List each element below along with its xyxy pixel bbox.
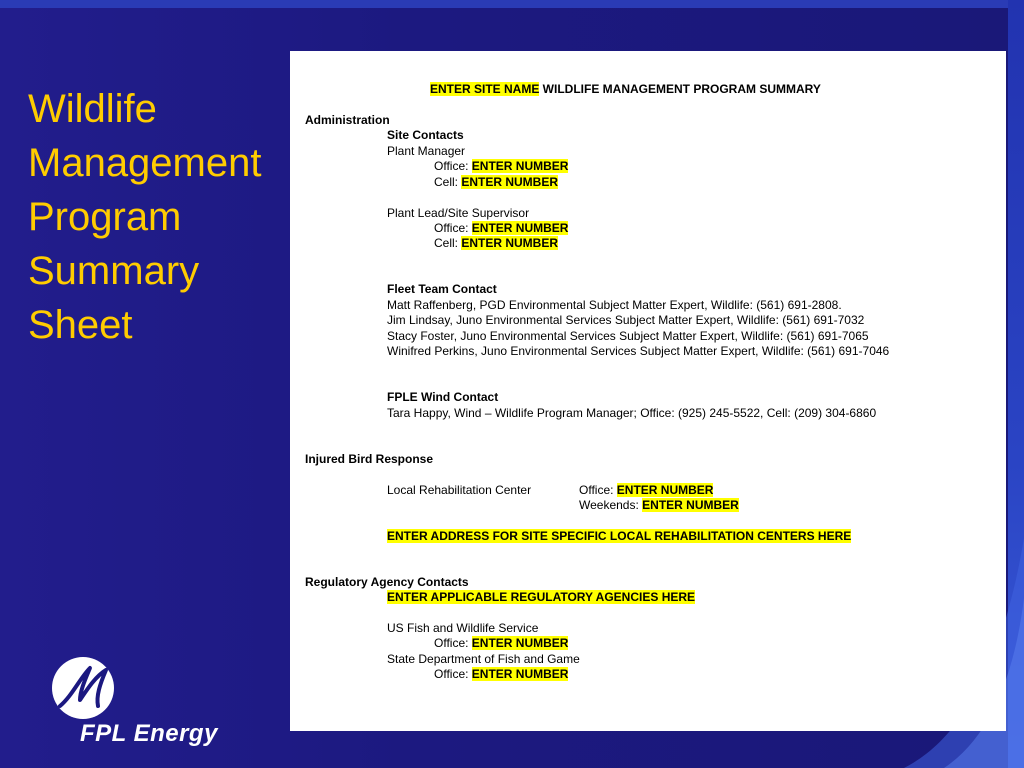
fleet-contact: Matt Raffenberg, PGD Environmental Subject Matter Expert, Wildlife: (561) 691-2808. [387, 298, 842, 312]
wind-contact: Tara Happy, Wind – Wildlife Program Manager; Office: (925) 245-5522, Cell: (209) 304-6860 [387, 406, 877, 420]
fple-wind-heading: FPLE Wind Contact [387, 390, 499, 404]
slide-title [28, 82, 298, 352]
plant-manager-cell: Cell: ENTER NUMBER [434, 175, 559, 189]
document-heading: ENTER SITE NAME WILDLIFE MANAGEMENT PROGRAM SUMMARY [430, 82, 821, 96]
fleet-contact: Winifred Perkins, Juno Environmental Services Subject Matter Expert, Wildlife: (561) 691-7046 [387, 344, 890, 358]
local-rehab-label: Local Rehabilitation Center [387, 483, 532, 497]
title-line: Sheet [28, 303, 133, 347]
title-line: Management [28, 141, 262, 185]
title-line: Program [28, 195, 182, 239]
rehab-weekends: Weekends: ENTER NUMBER [579, 498, 739, 512]
plant-manager-office: Office: ENTER NUMBER [434, 159, 569, 173]
administration-heading: Administration [305, 113, 390, 127]
regulatory-heading: Regulatory Agency Contacts [305, 575, 469, 589]
summary-document [290, 51, 1006, 731]
injured-bird-heading: Injured Bird Response [305, 452, 434, 466]
state-dept-label: State Department of Fish and Game [387, 652, 580, 666]
state-dept-office: Office: ENTER NUMBER [434, 667, 569, 681]
plant-lead-office: Office: ENTER NUMBER [434, 221, 569, 235]
rehab-office: Office: ENTER NUMBER [579, 483, 714, 497]
fleet-team-heading: Fleet Team Contact [387, 282, 497, 296]
rehab-address-placeholder: ENTER ADDRESS FOR SITE SPECIFIC LOCAL REHABILITATION CENTERS HERE [387, 529, 852, 543]
agencies-placeholder: ENTER APPLICABLE REGULATORY AGENCIES HERE [387, 590, 696, 604]
title-line: Wildlife [28, 87, 157, 131]
fleet-contact: Jim Lindsay, Juno Environmental Services Subject Matter Expert, Wildlife: (561) 691-7032 [387, 313, 865, 327]
site-name-placeholder: ENTER SITE NAME [430, 82, 540, 96]
site-contacts-heading: Site Contacts [387, 128, 464, 142]
usfws-office: Office: ENTER NUMBER [434, 636, 569, 650]
usfws-label: US Fish and Wildlife Service [387, 621, 539, 635]
top-band [0, 0, 1024, 8]
brand-name: FPL Energy [80, 720, 218, 747]
title-line: Summary [28, 249, 200, 293]
plant-lead-label: Plant Lead/Site Supervisor [387, 206, 530, 220]
fleet-contact: Stacy Foster, Juno Environmental Services Subject Matter Expert, Wildlife: (561) 691-7065 [387, 329, 869, 343]
plant-lead-cell: Cell: ENTER NUMBER [434, 236, 559, 250]
plant-manager-label: Plant Manager [387, 144, 466, 158]
